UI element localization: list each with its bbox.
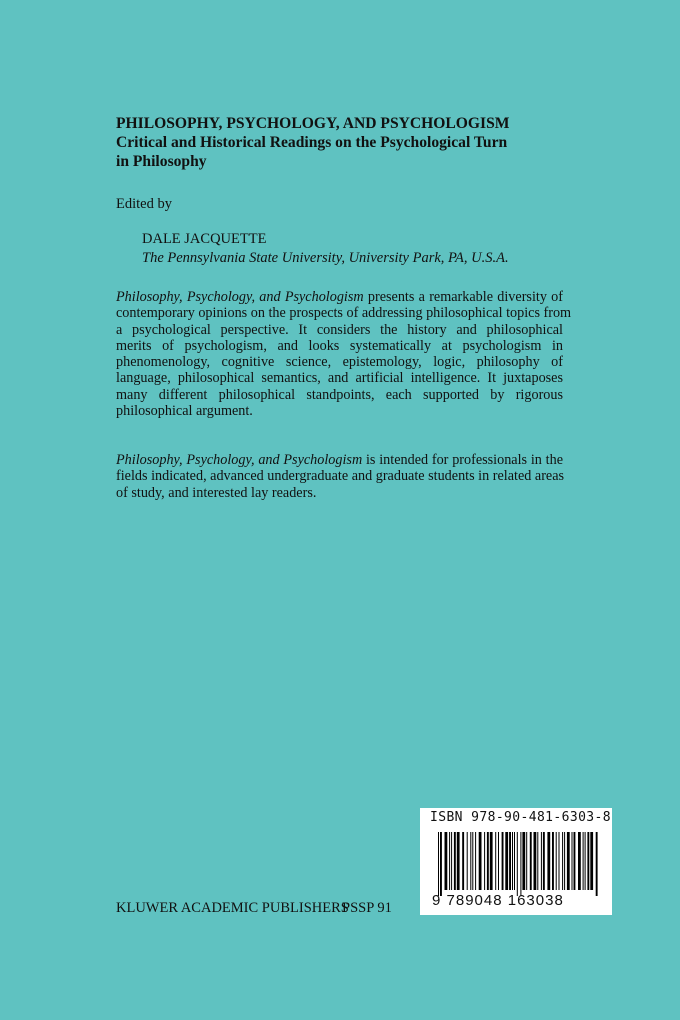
barcode-bar	[590, 832, 593, 890]
barcode-bar	[512, 832, 513, 890]
barcode-bar	[487, 832, 489, 890]
book-title	[116, 114, 510, 171]
edited-by-label: Edited by	[116, 196, 172, 212]
barcode-bar	[567, 832, 570, 890]
barcode-bar	[552, 832, 554, 890]
barcode-bar	[484, 832, 485, 890]
barcode-bar	[547, 832, 550, 890]
text-line: language, philosophical semantics, and artificial intelligence. It juxtaposes	[116, 370, 563, 387]
subtitle-line: in Philosophy	[116, 153, 207, 170]
barcode-bar	[520, 832, 521, 896]
series-number: PSSP 91	[342, 900, 392, 916]
barcode-bar	[522, 832, 525, 890]
text-line: philosophical argument.	[116, 403, 253, 420]
text-line: phenomenology, cognitive science, epistemology, logic, philosophy of	[116, 354, 563, 371]
barcode-bar	[578, 832, 581, 890]
isbn-barcode	[420, 808, 612, 915]
barcode-bar	[541, 832, 542, 890]
barcode-bar	[498, 832, 499, 890]
barcode-bar	[472, 832, 473, 890]
barcode-bar	[467, 832, 468, 890]
text-line: a psychological perspective. It considers the history and philosophical	[116, 321, 563, 338]
book-title-italic: Philosophy, Psychology, and Psychologism	[116, 452, 363, 468]
barcode-bar	[438, 832, 439, 896]
text-line: Philosophy, Psychology, and Psychologism presents a remarkable diversity of	[116, 289, 563, 305]
barcode-bar	[556, 832, 557, 890]
text-line: of study, and interested lay readers.	[116, 484, 317, 501]
title-line: PHILOSOPHY, PSYCHOLOGY, AND PSYCHOLOGISM	[116, 115, 510, 132]
barcode-bar	[587, 832, 589, 890]
barcode-bar	[470, 832, 471, 890]
barcode-bar	[574, 832, 576, 890]
editor-name: DALE JACQUETTE	[142, 231, 267, 247]
isbn-text: ISBN 978-90-481-6303-8	[430, 810, 611, 825]
barcode-bar	[457, 832, 460, 890]
text-line: fields indicated, advanced undergraduate and graduate students in related areas	[116, 468, 565, 485]
publisher-name: KLUWER ACADEMIC PUBLISHERS	[116, 900, 349, 916]
barcode-bar	[445, 832, 448, 890]
barcode-bar	[530, 832, 532, 890]
barcode-bar	[502, 832, 504, 890]
barcode-bar	[537, 832, 538, 890]
barcode-bars	[434, 832, 604, 896]
text-line: contemporary opinions on the prospects of addressing philosophical topics from	[116, 305, 572, 322]
barcode-bar	[509, 832, 511, 890]
description-paragraph-1	[116, 289, 572, 420]
text-line: many different philosophical standpoints, each supported by rigorous	[116, 386, 563, 403]
barcode-bar	[543, 832, 545, 890]
subtitle-line: Critical and Historical Readings on the Psychological Turn	[116, 134, 508, 151]
editor-block	[142, 230, 509, 268]
barcode-digits: 9 789048 163038	[432, 892, 564, 909]
barcode-bar	[517, 832, 518, 896]
barcode-bar	[495, 832, 496, 890]
barcode-bar	[505, 832, 508, 890]
text-line: merits of psychologism, and looks systematically at psychologism in	[116, 337, 563, 354]
barcode-bar	[534, 832, 537, 890]
barcode-bar	[562, 832, 563, 890]
barcode-bar	[572, 832, 573, 890]
barcode-bar	[462, 832, 464, 890]
barcode-bar	[585, 832, 586, 890]
text-line: Philosophy, Psychology, and Psychologism is intended for professionals in the	[116, 452, 563, 468]
barcode-bar	[479, 832, 482, 890]
book-title-italic: Philosophy, Psychology, and Psychologism	[116, 289, 364, 305]
barcode-bar	[454, 832, 456, 890]
barcode-bar	[559, 832, 560, 890]
barcode-bar	[564, 832, 565, 890]
description-paragraph-2	[116, 452, 563, 501]
barcode-bar	[526, 832, 527, 890]
barcode-bar	[490, 832, 493, 890]
barcode-bar	[449, 832, 450, 890]
barcode-bar	[451, 832, 452, 890]
barcode-bar	[583, 832, 584, 890]
barcode-bar	[514, 832, 515, 890]
editor-affiliation: The Pennsylvania State University, University Park, PA, U.S.A.	[142, 250, 509, 266]
barcode-bar	[440, 832, 442, 896]
barcode-bar	[475, 832, 476, 890]
barcode-bar	[596, 832, 598, 896]
